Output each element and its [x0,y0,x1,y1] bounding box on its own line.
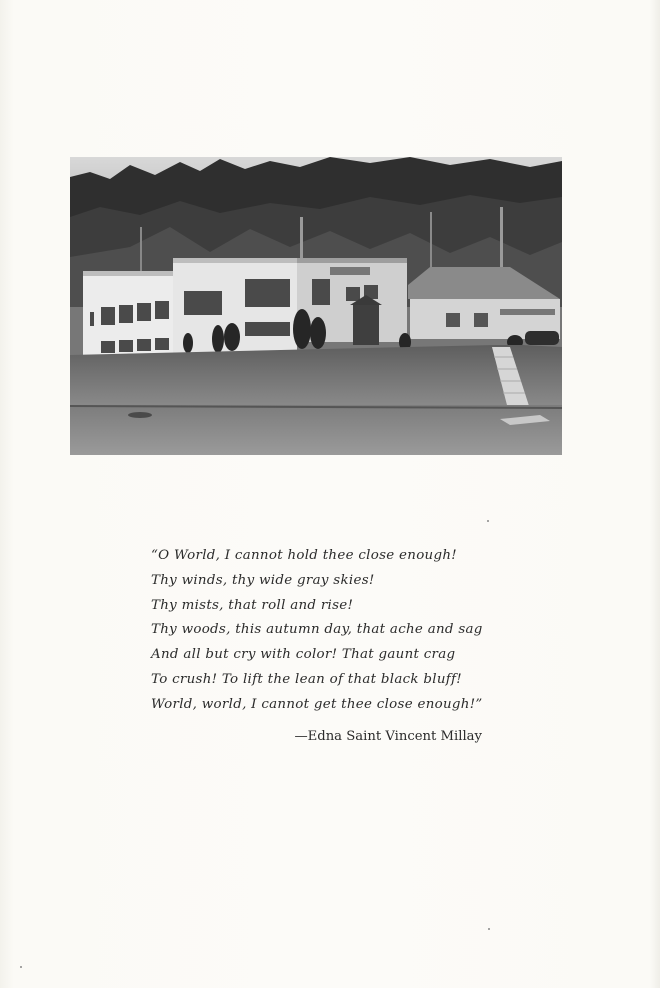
poem-line: “O World, I cannot hold thee close enough! [151,548,457,563]
poem-line: Thy mists, that roll and rise! [151,597,354,613]
photo-illustration [70,157,562,455]
poem [151,544,511,718]
paper-speck [487,520,489,522]
poem-line: And all but cry with color! That gaunt crag [151,647,456,663]
poem-line: Thy winds, thy wide gray skies! [151,572,375,588]
poem-line: Thy woods, this autumn day, that ache and sag [151,622,483,638]
poem-line: World, world, I cannot get thee close enough!” [151,696,483,712]
poem-line: To crush! To lift the lean of that black bluff! [151,671,462,687]
paper-speck [488,928,490,930]
school-building-photo [70,157,562,455]
poem-attribution: —Edna Saint Vincent Millay [294,729,482,744]
paper-speck [20,966,22,968]
